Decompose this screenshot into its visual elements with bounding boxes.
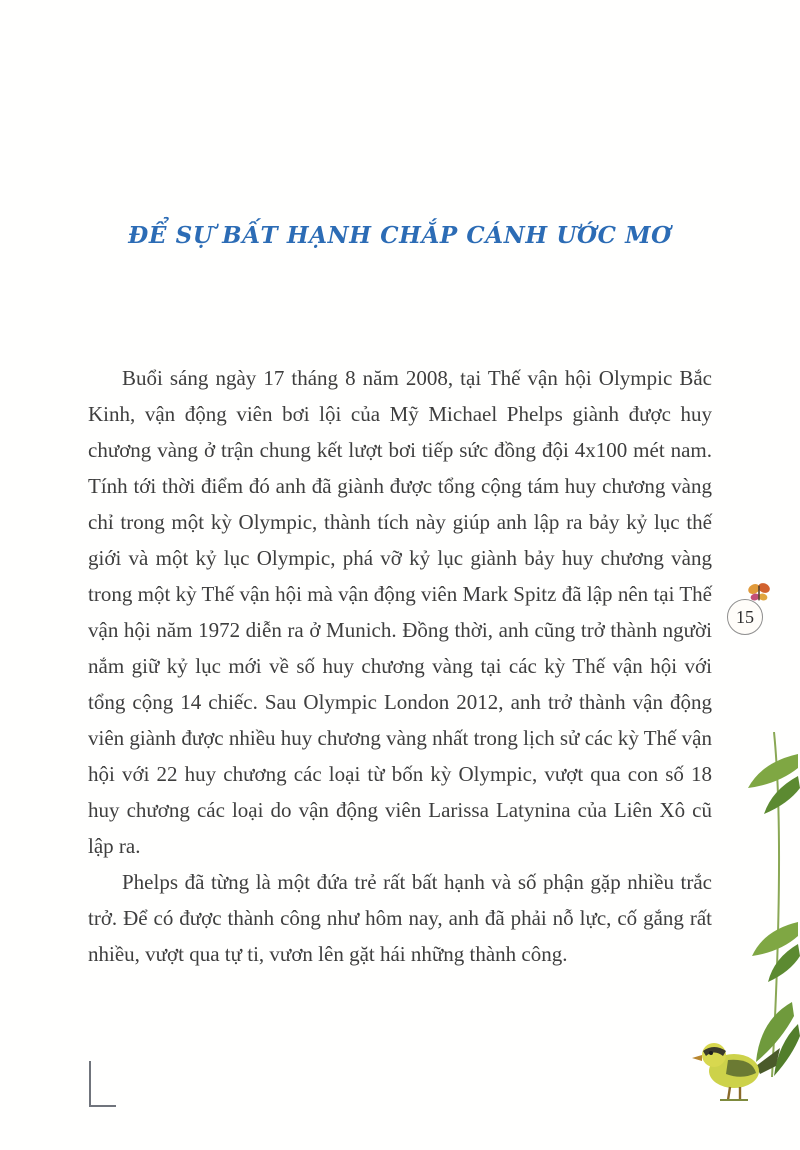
corner-rule-horizontal bbox=[89, 1105, 116, 1107]
paragraph-2: Phelps đã từng là một đứa trẻ rất bất hạnh và số phận gặp nhiều trắc trở. Để có được thành công như hôm nay, anh đã phải nỗ lực, cố gắng rất nhiều, vượt qua tự ti, vươn lên gặt hái những thành công. bbox=[88, 870, 712, 966]
bird-icon bbox=[688, 1018, 783, 1115]
chapter-title: ĐỂ SỰ BẤT HẠNH CHẮP CÁNH ƯỚC MƠ bbox=[128, 222, 672, 249]
corner-rule-vertical bbox=[89, 1061, 91, 1107]
page-number: 15 bbox=[736, 606, 754, 627]
paragraph-1: Buổi sáng ngày 17 tháng 8 năm 2008, tại Thế vận hội Olympic Bắc Kinh, vận động viên bơi lội của Mỹ Michael Phelps giành được huy chương vàng ở trận chung kết lượt bơi tiếp sức đồng đội 4x100 mét nam. Tính tới thời điểm đó anh đã giành được tổng cộng tám huy chương vàng chỉ trong một kỳ Olympic, thành tích này giúp anh lập ra bảy kỷ lục thế giới và một kỷ lục Olympic, phá vỡ kỷ lục giành bảy huy chương vàng trong một kỳ Thế vận hội mà vận động viên Mark Spitz đã lập nên tại Thế vận hội năm 1972 diễn ra ở Munich. Đồng thời, anh cũng trở thành người nắm giữ kỷ lục mới về số huy chương vàng tại các kỳ Thế vận hội với tổng cộng 14 chiếc. Sau Olympic London 2012, anh trở thành vận động viên giành được nhiều huy chương vàng nhất trong lịch sử các kỳ Thế vận hội với 22 huy chương các loại từ bốn kỳ Olympic, vượt qua con số 18 huy chương các loại do vận động viên Larissa Latynina của Liên Xô cũ lập ra. bbox=[88, 366, 712, 858]
body-text-block bbox=[88, 360, 712, 972]
butterfly-icon bbox=[746, 581, 772, 610]
